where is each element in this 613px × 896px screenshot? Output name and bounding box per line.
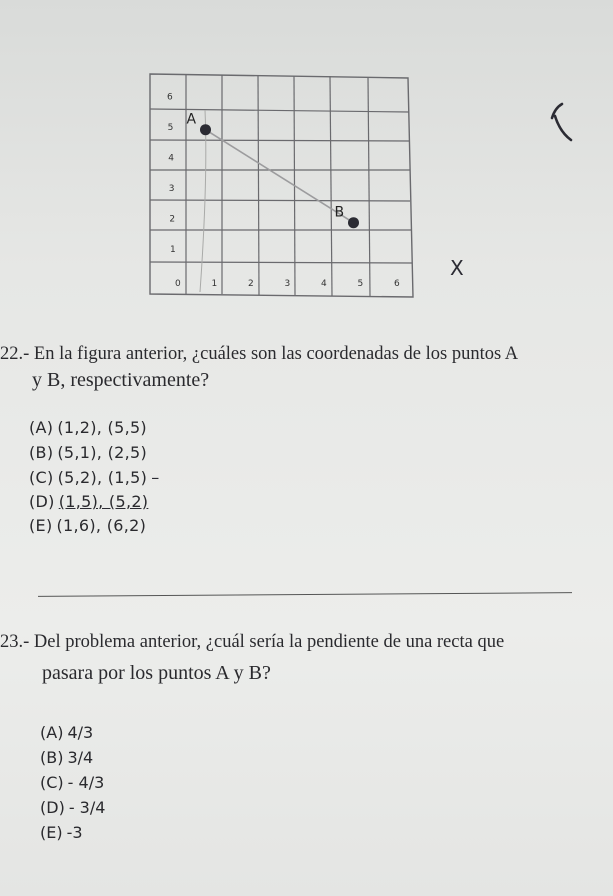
q23-option-e — [40, 823, 83, 843]
q23-option-c — [40, 773, 104, 793]
option-text: 4/3 — [67, 723, 94, 742]
q22-option-c — [29, 468, 160, 488]
option-text: (5,1), (2,5) — [57, 443, 148, 462]
point-b-marker — [348, 217, 359, 228]
option-text: - 3/4 — [68, 798, 106, 817]
option-letter: (B) — [29, 443, 54, 462]
y-tick-label: 3 — [168, 184, 175, 194]
option-letter: (A) — [29, 418, 54, 437]
q22-option-b — [29, 443, 147, 463]
x-tick-label: 1 — [211, 279, 218, 289]
question-22-line-1: 22.- En la figura anterior, ¿cuáles son las coordenadas de los puntos A — [0, 344, 519, 364]
pencil-guide-mark — [200, 110, 206, 292]
option-letter: (D) — [40, 798, 65, 817]
option-letter: (D) — [29, 492, 55, 511]
option-text: (1,5), (5,2) — [58, 492, 149, 511]
y-tick-label: 6 — [167, 92, 173, 103]
option-letter: (B) — [40, 748, 64, 767]
x-tick-label: 5 — [357, 279, 364, 289]
option-letter: (A) — [40, 723, 64, 742]
option-text: (5,2), (1,5) — [57, 468, 148, 487]
option-text: 3/4 — [67, 748, 94, 767]
option-letter: (C) — [40, 773, 64, 792]
question-23-line-1: 23.- Del problema anterior, ¿cuál sería la pendiente de una recta que — [0, 632, 505, 652]
point-a-label: A — [186, 111, 197, 128]
y-tick-label: 1 — [170, 245, 176, 255]
q23-option-d — [40, 798, 105, 818]
option-letter: (E) — [40, 823, 63, 842]
handwritten-dash-mark: – — [151, 468, 160, 487]
coordinate-grid-figure — [0, 0, 613, 330]
option-text: (1,2), (5,5) — [57, 418, 147, 437]
q22-option-d — [29, 492, 148, 512]
handwritten-stroke — [552, 104, 571, 140]
q23-option-b — [40, 748, 93, 768]
x-tick-label: 2 — [248, 279, 254, 289]
x-tick-label: 4 — [321, 279, 327, 289]
q22-option-a — [29, 418, 147, 438]
x-tick-label: 3 — [284, 279, 291, 289]
handwritten-x-mark: X — [450, 256, 464, 280]
option-text: - 4/3 — [67, 773, 105, 792]
point-a-marker — [200, 124, 211, 135]
y-tick-label: 4 — [168, 153, 174, 164]
option-letter: (C) — [29, 468, 54, 487]
q22-option-e — [29, 516, 146, 536]
option-text: -3 — [66, 823, 83, 842]
option-text: (1,6), (6,2) — [56, 516, 147, 535]
question-23-line-2: pasara por los puntos A y B? — [42, 662, 271, 684]
x-tick-label: 6 — [394, 279, 400, 289]
y-tick-label: 5 — [167, 123, 174, 133]
option-letter: (E) — [29, 516, 53, 535]
y-tick-label: 2 — [169, 214, 176, 225]
point-b-label: B — [334, 204, 345, 221]
question-22-line-2: y B, respectivamente? — [32, 369, 210, 391]
section-divider — [38, 592, 572, 597]
q23-option-a — [40, 723, 93, 743]
grid-lines — [150, 74, 413, 297]
x-tick-label: 0 — [175, 279, 181, 289]
